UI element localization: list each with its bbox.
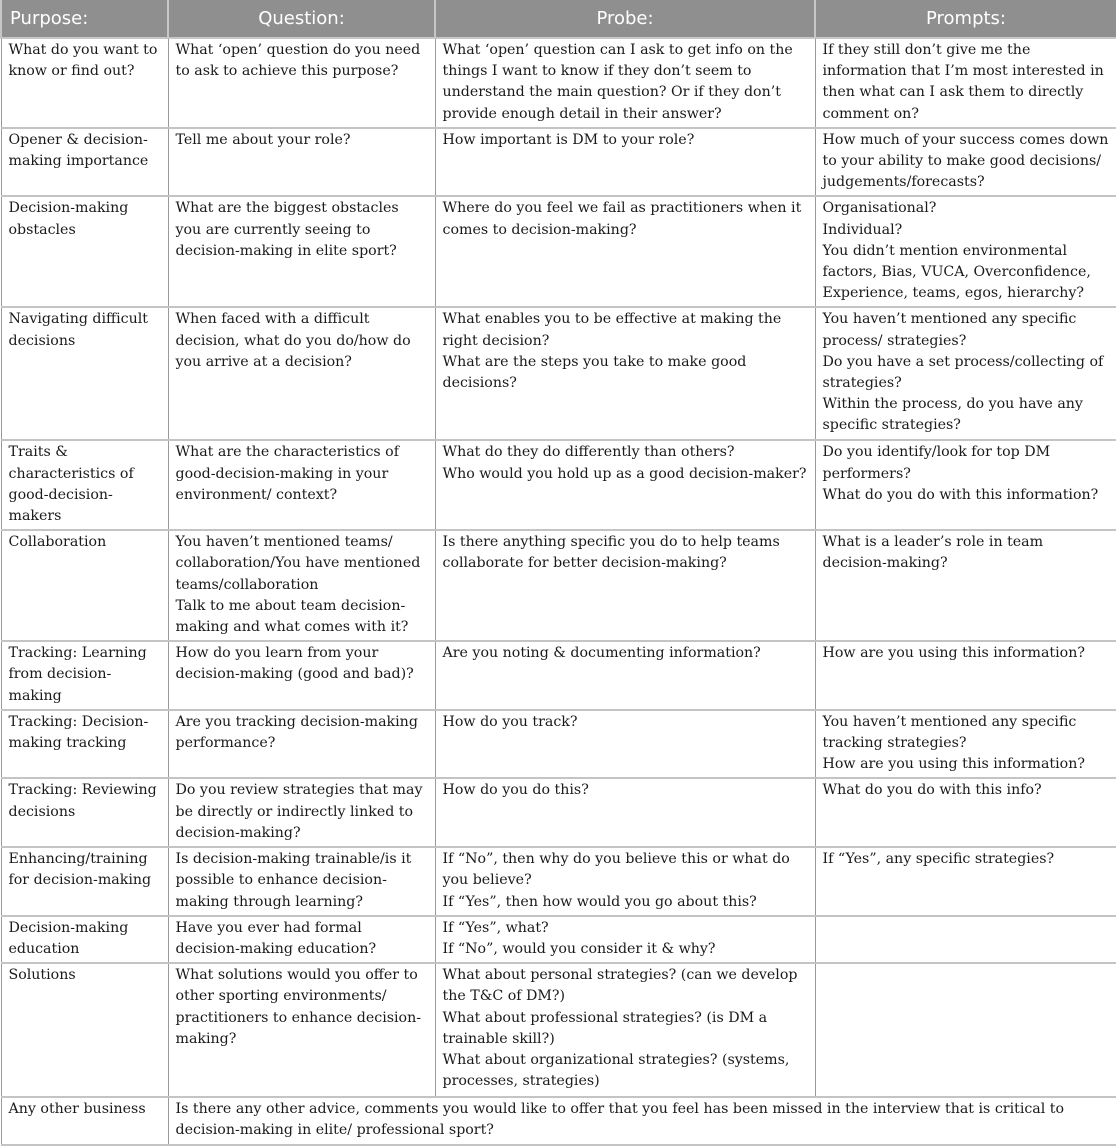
table-row <box>1 38 1116 128</box>
purpose-cell: Solutions <box>1 963 168 1097</box>
purpose-cell: Tracking: Reviewing decisions <box>1 778 168 847</box>
purpose-cell: Opener & decision-making importance <box>1 128 168 197</box>
question-cell-line: Do you review strategies that may be directly or indirectly linked to decision-making? <box>175 782 423 841</box>
purpose-cell: Traits & characteristics of good-decision-makers <box>1 440 168 530</box>
probe-cell-line: How do you do this? <box>442 782 589 799</box>
question-cell <box>168 307 435 440</box>
prompts-cell-line: If they still don’t give me the information that I’m most interested in then what can I ask them to directly comment on? <box>822 42 1104 122</box>
prompts-cell-line: How are you using this information? <box>822 756 1085 773</box>
header-probe: Probe: <box>435 0 815 38</box>
header-prompts: Prompts: <box>815 0 1116 38</box>
purpose-cell: Navigating difficult decisions <box>1 307 168 440</box>
purpose-cell: Any other business <box>1 1097 168 1144</box>
probe-cell-line: Where do you feel we fail as practitioners when it comes to decision-making? <box>442 200 802 238</box>
question-cell <box>168 916 435 963</box>
purpose-cell: Tracking: Learning from decision-making <box>1 641 168 710</box>
table-body <box>1 38 1116 1145</box>
probe-cell <box>435 778 815 847</box>
probe-cell-line: What do they do differently than others? <box>442 444 735 461</box>
purpose-cell: Enhancing/training for decision-making <box>1 847 168 916</box>
question-cell-line: Talk to me about team decision-making and what comes with it? <box>175 597 409 636</box>
prompts-cell <box>815 530 1116 641</box>
prompts-cell-line: Organisational? <box>822 200 937 217</box>
purpose-cell: Decision-making obstacles <box>1 196 168 307</box>
probe-cell <box>435 128 815 197</box>
question-cell <box>168 847 435 916</box>
purpose-cell: What do you want to know or find out? <box>1 38 168 128</box>
table-row <box>1 196 1116 307</box>
question-cell <box>168 38 435 128</box>
table-row <box>1 128 1116 197</box>
question-cell <box>168 641 435 710</box>
prompts-cell-line: You didn’t mention environmental factors, Bias, VUCA, Overconfidence, Experience, teams, egos, hierarchy? <box>822 242 1091 302</box>
prompts-cell <box>815 196 1116 307</box>
probe-cell-line: If “Yes”, then how would you go about this? <box>442 893 757 910</box>
probe-cell-line: If “No”, would you consider it & why? <box>442 940 716 957</box>
question-cell-line: How do you learn from your decision-making (good and bad)? <box>175 645 414 683</box>
probe-cell-line: How do you track? <box>442 713 578 730</box>
probe-cell <box>435 963 815 1097</box>
table-row <box>1 440 1116 530</box>
prompts-cell <box>815 307 1116 440</box>
header-purpose: Purpose: <box>1 0 168 38</box>
table-row <box>1 778 1116 847</box>
question-cell <box>168 963 435 1097</box>
prompts-cell-line: If “Yes”, any specific strategies? <box>822 851 1055 868</box>
table-row <box>1 530 1116 641</box>
probe-cell <box>435 307 815 440</box>
probe-cell-line: What ‘open’ question can I ask to get info on the things I want to know if they don’t seem to understand the main question? Or if they don’t provide enough detail in their answer? <box>442 42 793 122</box>
question-cell <box>168 778 435 847</box>
question-cell <box>168 710 435 779</box>
prompts-cell-line: What do you do with this info? <box>822 782 1042 799</box>
question-cell <box>168 440 435 530</box>
table-row <box>1 916 1116 963</box>
question-cell <box>168 196 435 307</box>
probe-cell <box>435 710 815 779</box>
probe-cell <box>435 641 815 710</box>
purpose-cell: Tracking: Decision-making tracking <box>1 710 168 779</box>
question-cell-line: Are you tracking decision-making performance? <box>175 713 418 752</box>
question-cell-line: Tell me about your role? <box>175 131 351 148</box>
probe-cell-line: If “No”, then why do you believe this or what do you believe? <box>442 851 790 889</box>
table-row <box>1 641 1116 710</box>
question-cell-line: What solutions would you offer to other sporting environments/ practitioners to enhance decision-making? <box>175 967 422 1047</box>
probe-cell-line: What enables you to be effective at making the right decision? <box>442 311 782 349</box>
prompts-cell-line: Within the process, do you have any specific strategies? <box>822 396 1083 434</box>
prompts-cell <box>815 710 1116 779</box>
prompts-cell-line: You haven’t mentioned any specific process/ strategies? <box>822 311 1077 349</box>
question-cell-line: You haven’t mentioned teams/ collaboration/You have mentioned teams/collaboration <box>175 534 421 593</box>
question-cell-line: What ‘open’ question do you need to ask to achieve this purpose? <box>175 42 421 80</box>
probe-cell-line: If “Yes”, what? <box>442 919 549 936</box>
probe-cell-line: Is there anything specific you do to help teams collaborate for better decision-making? <box>442 534 780 572</box>
purpose-cell: Collaboration <box>1 530 168 641</box>
prompts-cell-line: Individual? <box>822 221 903 238</box>
question-cell-line: Have you ever had formal decision-making education? <box>175 919 377 957</box>
header-row <box>1 0 1116 38</box>
prompts-cell <box>815 963 1116 1097</box>
probe-cell-line: Who would you hold up as a good decision-maker? <box>442 465 807 482</box>
prompts-cell-line: What do you do with this information? <box>822 486 1099 503</box>
probe-cell <box>435 440 815 530</box>
probe-cell-line: What are the steps you take to make good decisions? <box>442 353 747 392</box>
probe-cell <box>435 916 815 963</box>
probe-cell <box>435 847 815 916</box>
prompts-cell-line: How much of your success comes down to your ability to make good decisions/ judgements/forecasts? <box>822 131 1109 191</box>
prompts-cell-line: You haven’t mentioned any specific tracking strategies? <box>822 713 1077 752</box>
prompts-cell <box>815 128 1116 197</box>
probe-cell <box>435 38 815 128</box>
question-cell <box>168 128 435 197</box>
question-cell-line: Is decision-making trainable/is it possible to enhance decision-making through learning? <box>175 851 412 910</box>
probe-cell-line: What about personal strategies? (can we develop the T&C of DM?) <box>442 967 798 1005</box>
question-cell <box>168 530 435 641</box>
probe-cell <box>435 530 815 641</box>
probe-cell-line: How important is DM to your role? <box>442 131 695 148</box>
table-row <box>1 963 1116 1097</box>
question-cell-line: When faced with a difficult decision, what do you do/how do you arrive at a decision? <box>175 311 411 370</box>
prompts-cell-line: How are you using this information? <box>822 645 1085 662</box>
question-cell-line: What are the characteristics of good-decision-making in your environment/ context? <box>175 444 399 503</box>
probe-cell-line: What about organizational strategies? (systems, processes, strategies) <box>442 1051 790 1090</box>
table-row <box>1 307 1116 440</box>
probe-cell-line: What about professional strategies? (is DM a trainable skill?) <box>442 1009 768 1047</box>
table-row-any-other-business <box>1 1097 1116 1144</box>
table-row <box>1 847 1116 916</box>
prompts-cell <box>815 847 1116 916</box>
prompts-cell <box>815 641 1116 710</box>
prompts-cell-line: Do you identify/look for top DM performers? <box>822 444 1051 482</box>
spanning-question-cell: Is there any other advice, comments you would like to offer that you feel has been missed in the interview that is critical to decision-making in elite/ professional sport? <box>168 1097 1116 1144</box>
purpose-cell: Decision-making education <box>1 916 168 963</box>
question-cell-line: What are the biggest obstacles you are currently seeing to decision-making in elite sport? <box>175 200 399 259</box>
prompts-cell <box>815 916 1116 963</box>
probe-cell <box>435 196 815 307</box>
prompts-cell-line: Do you have a set process/collecting of strategies? <box>822 353 1104 392</box>
header-question: Question: <box>168 0 435 38</box>
probe-cell-line: Are you noting & documenting information? <box>442 645 761 662</box>
prompts-cell <box>815 778 1116 847</box>
prompts-cell-line: What is a leader’s role in team decision-making? <box>822 534 1044 572</box>
table-row <box>1 710 1116 779</box>
prompts-cell <box>815 440 1116 530</box>
prompts-cell <box>815 38 1116 128</box>
